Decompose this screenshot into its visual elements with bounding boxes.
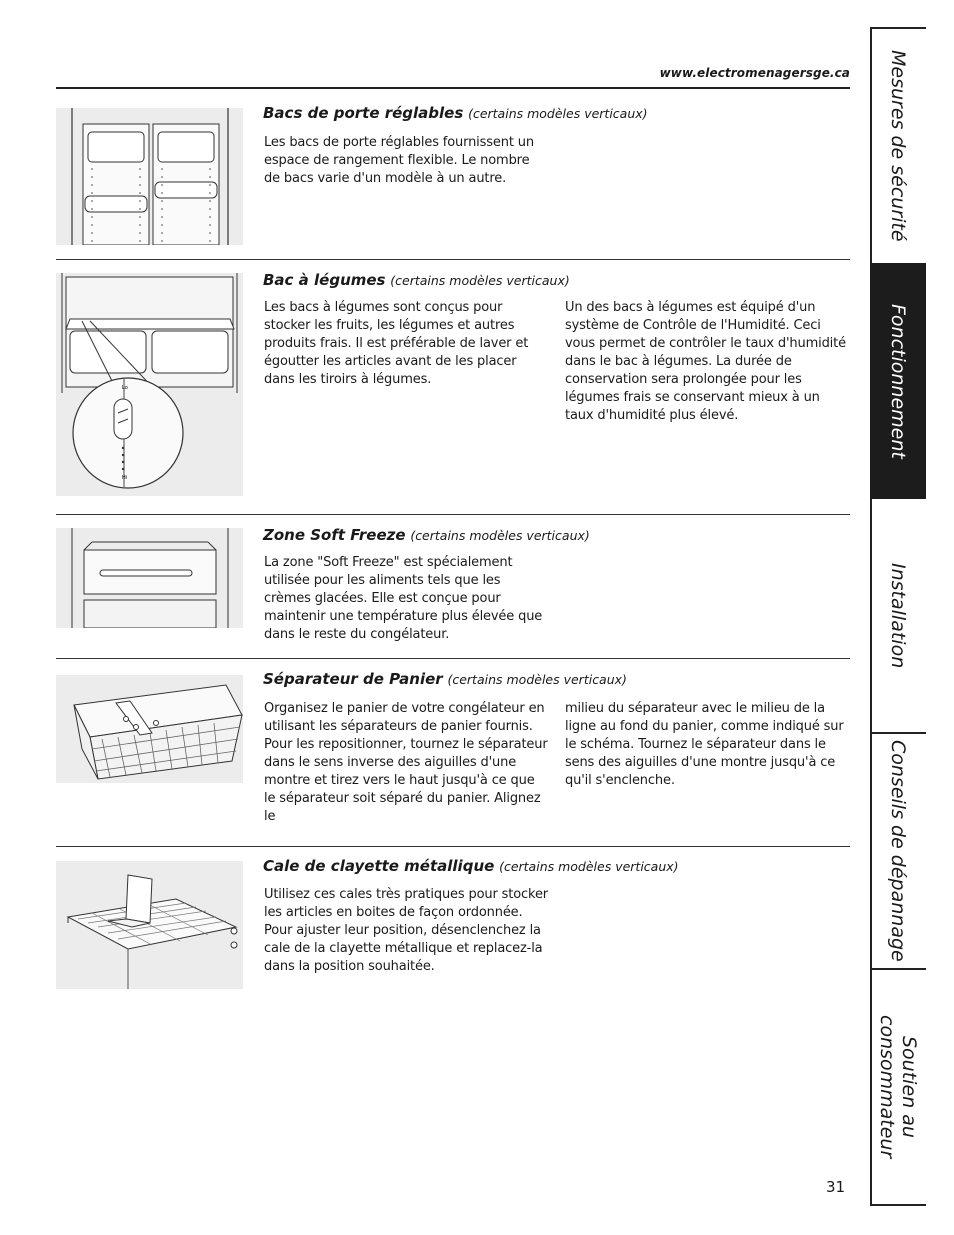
website-url[interactable]: www.electromenagersge.ca: [659, 66, 850, 80]
title-note: (certains modèles verticaux): [468, 106, 648, 121]
section-text: La zone "Soft Freeze" est spécialement utilisée pour les aliments tels que les crèmes glacées. Elle est conçue pour maintenir une température plus élevée que dans le reste du congélateur.: [264, 555, 543, 642]
tab-label: Soutien au consommateur: [876, 1015, 920, 1159]
section-shelf-bin: [56, 857, 850, 997]
tab-label: Installation: [887, 563, 909, 669]
section-title: [263, 670, 627, 688]
tab-label: Conseils de dépannage: [887, 740, 909, 962]
section-divider: [56, 259, 850, 260]
section-divider: [56, 658, 850, 659]
tab-installation[interactable]: [870, 500, 926, 732]
section-crisper: [56, 271, 850, 501]
section-text-right: milieu du séparateur avec le milieu de la ligne au fond du panier, comme indiqué sur le schéma. Tournez le séparateur dans le sens des aiguilles d'une montre jusqu'à ce qu'il s'enclenche.: [565, 701, 844, 788]
header-rule: [56, 87, 850, 89]
dial-hi-label: Hi: [122, 475, 128, 481]
section-text-right: Un des bacs à légumes est équipé d'un système de Contrôle de l'Humidité. Ceci vous permet de contrôler le taux d'humidité dans le bac à légumes. La durée de conservation sera prolongée pour les légumes frais se conservant mieux à un taux d'humidité plus élevé.: [565, 300, 846, 423]
tab-mesures-de-securite[interactable]: [870, 29, 926, 262]
section-text-left: Organisez le panier de votre congélateur en utilisant les séparateurs de panier fournis. Pour les repositionner, tournez le séparateur dans le sens inverse des aiguilles d'une montre et tirez vers le haut jusqu'à ce que le séparateur soit séparé du panier. Alignez le: [264, 701, 548, 824]
tab-conseils-de-depannage[interactable]: [870, 734, 926, 968]
title-main: Zone Soft Freeze: [263, 526, 406, 544]
title-note: (certains modèles verticaux): [390, 273, 570, 288]
section-title: [263, 271, 570, 289]
tab-fonctionnement[interactable]: [870, 263, 926, 499]
section-text-left: Les bacs à légumes sont conçus pour stocker les fruits, les légumes et autres produits frais. Il est préférable de laver et égoutter les articles avant de les placer dans les tiroirs à légumes.: [264, 300, 529, 387]
section-text: Utilisez ces cales très pratiques pour stocker les articles en boites de façon ordonnée. Pour ajuster leur position, désenclenchez la cale de la clayette métallique et replacez-la dans la position souhaitée.: [264, 887, 548, 974]
section-door-bins: [56, 104, 850, 254]
page-number: 31: [826, 1178, 846, 1196]
title-main: Cale de clayette métallique: [263, 857, 495, 875]
section-title: [263, 526, 590, 544]
section-divider: [56, 846, 850, 847]
title-note: (certains modèles verticaux): [410, 528, 590, 543]
crisper-illustration: [56, 273, 243, 496]
tab-label: Fonctionnement: [887, 303, 909, 459]
title-note: (certains modèles verticaux): [447, 672, 627, 687]
section-title: [263, 104, 648, 122]
section-soft-freeze: [56, 526, 850, 656]
title-main: Bacs de porte réglables: [263, 104, 464, 122]
soft-freeze-illustration: [56, 528, 243, 628]
section-text: Les bacs de porte réglables fournissent un espace de rangement flexible. Le nombre de bacs varie d'un modèle à un autre.: [264, 135, 534, 186]
tab-soutien-au-consommateur[interactable]: [870, 970, 926, 1204]
door-bins-illustration: [56, 108, 243, 245]
basket-illustration: [56, 675, 243, 783]
section-divider: [56, 514, 850, 515]
title-note: (certains modèles verticaux): [499, 859, 679, 874]
title-main: Séparateur de Panier: [263, 670, 443, 688]
tab-label: Mesures de sécurité: [887, 49, 909, 242]
shelf-bin-illustration: [56, 861, 243, 989]
dial-lo-label: Lo: [122, 385, 128, 391]
section-basket-divider: [56, 670, 850, 840]
title-main: Bac à légumes: [263, 271, 386, 289]
section-title: [263, 857, 679, 875]
